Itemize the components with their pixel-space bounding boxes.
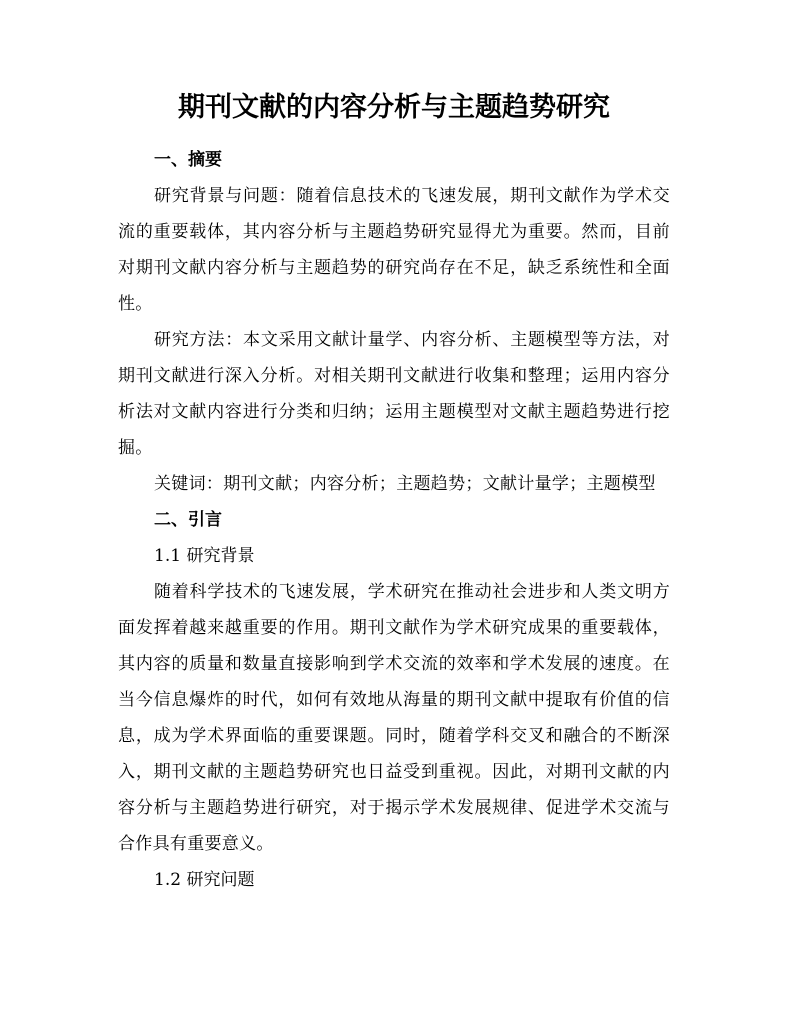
introduction-heading: 二、引言 [154, 510, 222, 530]
document-title: 期刊文献的内容分析与主题趋势研究 [178, 92, 610, 123]
abstract-background-paragraph: 研究背景与问题：随着信息技术的飞速发展，期刊文献作为学术交流的重要载体，其内容分析与主题趋势研究显得尤为重要。然而，目前对期刊文献内容分析与主题趋势的研究尚存在不足，缺乏系统性和全面性。 [118, 186, 670, 314]
section-1-1-heading: 1.1 研究背景 [154, 546, 255, 566]
background-paragraph: 随着科学技术的飞速发展，学术研究在推动社会进步和人类文明方面发挥着越来越重要的作用。期刊文献作为学术研究成果的重要载体，其内容的质量和数量直接影响到学术交流的效率和学术发展的速度。在当今信息爆炸的时代，如何有效地从海量的期刊文献中提取有价值的信息，成为学术界面临的重要课题。同时，随着学科交叉和融合的不断深入，期刊文献的主题趋势研究也日益受到重视。因此，对期刊文献的内容分析与主题趋势进行研究，对于揭示学术发展规律、促进学术交流与合作具有重要意义。 [118, 582, 670, 854]
abstract-heading: 一、摘要 [154, 150, 222, 170]
section-1-2-heading: 1.2 研究问题 [154, 870, 255, 890]
document-page [118, 88, 670, 898]
abstract-method-paragraph: 研究方法：本文采用文献计量学、内容分析、主题模型等方法，对期刊文献进行深入分析。对相关期刊文献进行收集和整理；运用内容分析法对文献内容进行分类和归纳；运用主题模型对文献主题趋势进行挖掘。 [118, 330, 670, 458]
keywords-paragraph: 关键词：期刊文献；内容分析；主题趋势；文献计量学；主题模型 [154, 474, 656, 494]
